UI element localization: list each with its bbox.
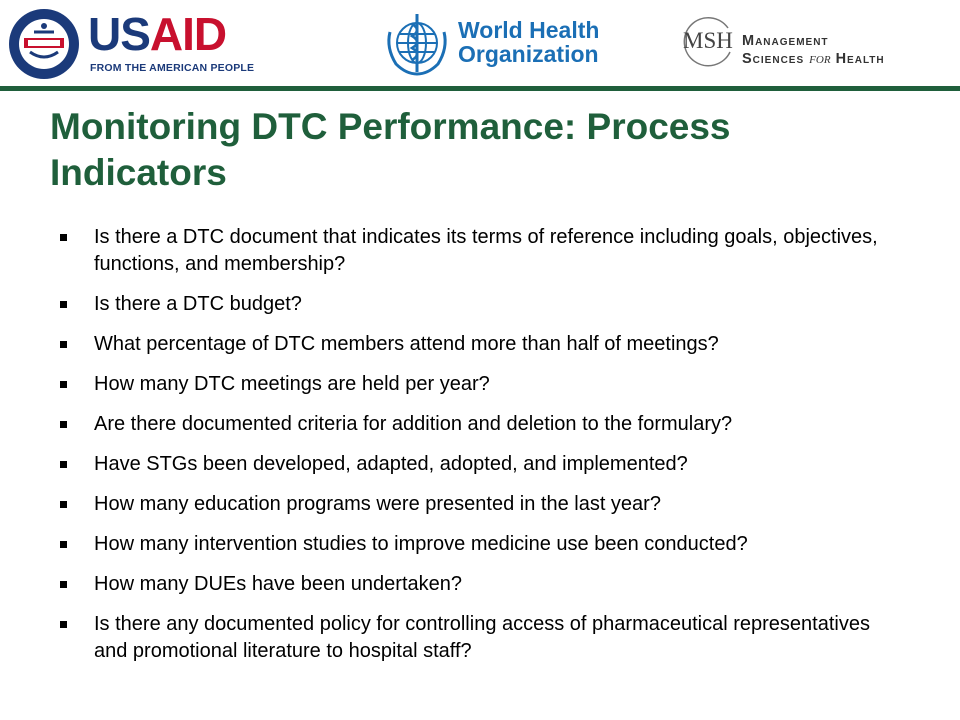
msh-line-2 bbox=[742, 50, 885, 68]
bullet-item bbox=[58, 331, 898, 358]
bullet-text: What percentage of DTC members attend more than half of meetings? bbox=[94, 333, 719, 355]
bullet-square-icon bbox=[60, 234, 67, 241]
bullet-text: How many intervention studies to improve medicine use been conducted? bbox=[94, 533, 748, 555]
bullet-square-icon bbox=[60, 461, 67, 468]
bullet-text: Is there a DTC budget? bbox=[94, 293, 302, 315]
who-line-1: World Health bbox=[458, 17, 600, 43]
bullet-item bbox=[58, 411, 898, 438]
who-emblem-logo bbox=[382, 12, 452, 78]
bullet-square-icon bbox=[60, 501, 67, 508]
bullet-item bbox=[58, 531, 898, 558]
bullet-text: Is there any documented policy for controlling access of pharmaceutical representatives and promotional literature to hospital staff? bbox=[94, 613, 870, 662]
usaid-aid: AID bbox=[149, 8, 227, 60]
msh-for: for bbox=[809, 51, 831, 67]
msh-letters: MSH bbox=[683, 28, 733, 53]
who-wordmark bbox=[458, 18, 599, 66]
bullet-item bbox=[58, 371, 898, 398]
bullet-text: How many education programs were presented in the last year? bbox=[94, 493, 661, 515]
bullet-text: Is there a DTC document that indicates its terms of reference including goals, objectives, functions, and membership? bbox=[94, 226, 878, 275]
usaid-seal-logo bbox=[8, 8, 80, 80]
bullet-text: How many DUEs have been undertaken? bbox=[94, 573, 462, 595]
bullet-item bbox=[58, 451, 898, 478]
bullet-item bbox=[58, 224, 898, 278]
bullet-text: Have STGs been developed, adapted, adopted, and implemented? bbox=[94, 453, 688, 475]
bullet-square-icon bbox=[60, 301, 67, 308]
bullet-square-icon bbox=[60, 541, 67, 548]
bullet-text: Are there documented criteria for addition and deletion to the formulary? bbox=[94, 413, 733, 435]
slide-title: Monitoring DTC Performance: Process Indicators bbox=[50, 106, 731, 193]
bullet-list bbox=[58, 224, 898, 678]
bullet-square-icon bbox=[60, 581, 67, 588]
who-line-2: Organization bbox=[458, 41, 599, 67]
msh-wordmark bbox=[742, 32, 885, 68]
bullet-item bbox=[58, 571, 898, 598]
bullet-item bbox=[58, 291, 898, 318]
header-divider bbox=[0, 86, 960, 91]
bullet-item bbox=[58, 491, 898, 518]
bullet-square-icon bbox=[60, 621, 67, 628]
bullet-square-icon bbox=[60, 421, 67, 428]
bullet-square-icon bbox=[60, 381, 67, 388]
usaid-us: US bbox=[88, 8, 150, 60]
msh-line-1: Management bbox=[742, 33, 829, 49]
usaid-tagline: FROM THE AMERICAN PEOPLE bbox=[90, 62, 255, 74]
msh-sciences: Sciences bbox=[742, 51, 805, 67]
logo-header bbox=[0, 0, 960, 88]
bullet-item bbox=[58, 611, 898, 665]
bullet-text: How many DTC meetings are held per year? bbox=[94, 373, 490, 395]
usaid-wordmark bbox=[88, 10, 226, 58]
bullet-square-icon bbox=[60, 341, 67, 348]
msh-health: Health bbox=[835, 51, 885, 67]
